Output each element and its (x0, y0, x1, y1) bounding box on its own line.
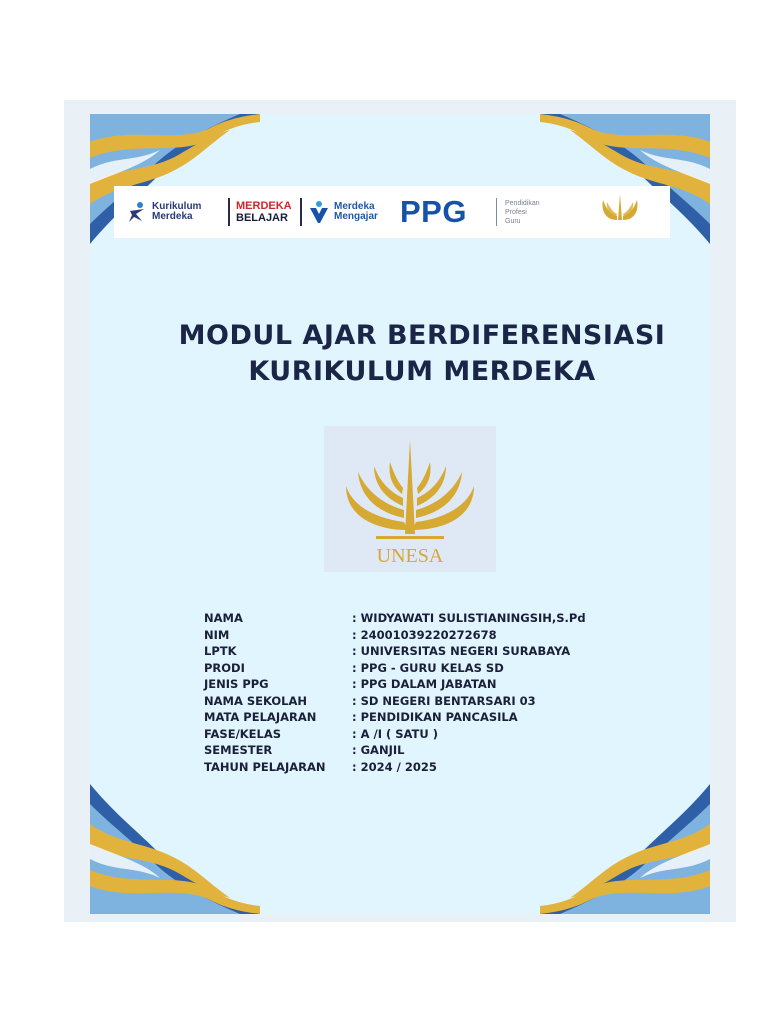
info-row (204, 742, 644, 759)
corner-wave-bottom-right (540, 784, 710, 914)
title-line-2: KURIKULUM MERDEKA (248, 356, 596, 387)
info-value: : SD NEGERI BENTARSARI 03 (352, 693, 536, 708)
ppg-subtitle (505, 199, 591, 226)
info-row (204, 643, 644, 660)
info-key: NIM (204, 627, 230, 642)
unesa-small-logo-icon (597, 190, 643, 234)
corner-wave-bottom-left (90, 784, 260, 914)
info-key: MATA PELAJARAN (204, 710, 317, 724)
title-line-1: MODUL AJAR BERDIFERENSIASI (178, 320, 666, 351)
merdeka-mengajar-icon (308, 200, 330, 224)
info-key: NAMA SEKOLAH (204, 693, 308, 708)
info-row (204, 693, 644, 710)
logo-divider (228, 198, 230, 226)
ppg-divider (496, 198, 497, 226)
info-value: : 24001039220272678 (352, 627, 497, 642)
info-value: : 2024 / 2025 (352, 759, 437, 774)
unesa-emblem-icon (324, 426, 496, 572)
merdeka-text: Merdeka (152, 211, 193, 222)
identity-table (204, 610, 644, 775)
info-row (204, 759, 644, 776)
merdeka-belajar-line1: MERDEKA (236, 200, 292, 212)
info-row (204, 709, 644, 726)
info-value: : GANJIL (352, 743, 405, 757)
kurikulum-text: Kurikulum (152, 201, 202, 212)
ppg-subtitle-line2: Profesi (505, 208, 527, 216)
info-key: NAMA (204, 611, 243, 625)
merdeka-mengajar-logo (308, 200, 400, 224)
info-row (204, 627, 644, 644)
info-key: LPTK (204, 644, 237, 658)
unesa-emblem-label: UNESA (376, 545, 444, 567)
info-key: SEMESTER (204, 743, 273, 757)
info-value: : A /I ( SATU ) (352, 726, 438, 741)
info-row (204, 660, 644, 677)
logo-bar (114, 186, 670, 238)
info-value: : PPG - GURU KELAS SD (352, 660, 504, 675)
info-value: : UNIVERSITAS NEGERI SURABAYA (352, 644, 571, 658)
info-value: : PENDIDIKAN PANCASILA (352, 710, 518, 724)
kurikulum-merdeka-logo (126, 201, 222, 223)
merdeka-belajar-line2: BELAJAR (236, 212, 288, 224)
ppg-subtitle-line3: Guru (505, 217, 521, 225)
ppg-subtitle-line1: Pendidikan (505, 199, 540, 207)
info-row (204, 610, 644, 627)
merdeka-belajar-logo (236, 200, 294, 224)
info-key: PRODI (204, 660, 245, 675)
info-key: JENIS PPG (204, 677, 269, 691)
kurikulum-merdeka-icon (126, 201, 148, 223)
info-value: : WIDYAWATI SULISTIANINGSIH,S.Pd (352, 611, 586, 625)
logo-divider (300, 198, 302, 226)
document-title (160, 318, 684, 390)
info-key: TAHUN PELAJARAN (204, 759, 326, 774)
info-row (204, 726, 644, 743)
ppg-logo-text: PPG (400, 194, 467, 229)
info-row (204, 676, 644, 693)
info-key: FASE/KELAS (204, 726, 282, 741)
unesa-emblem (324, 426, 496, 572)
merdeka-mengajar-line1: Merdeka (334, 201, 375, 212)
merdeka-mengajar-line2: Mengajar (334, 211, 378, 222)
info-value: : PPG DALAM JABATAN (352, 677, 497, 691)
